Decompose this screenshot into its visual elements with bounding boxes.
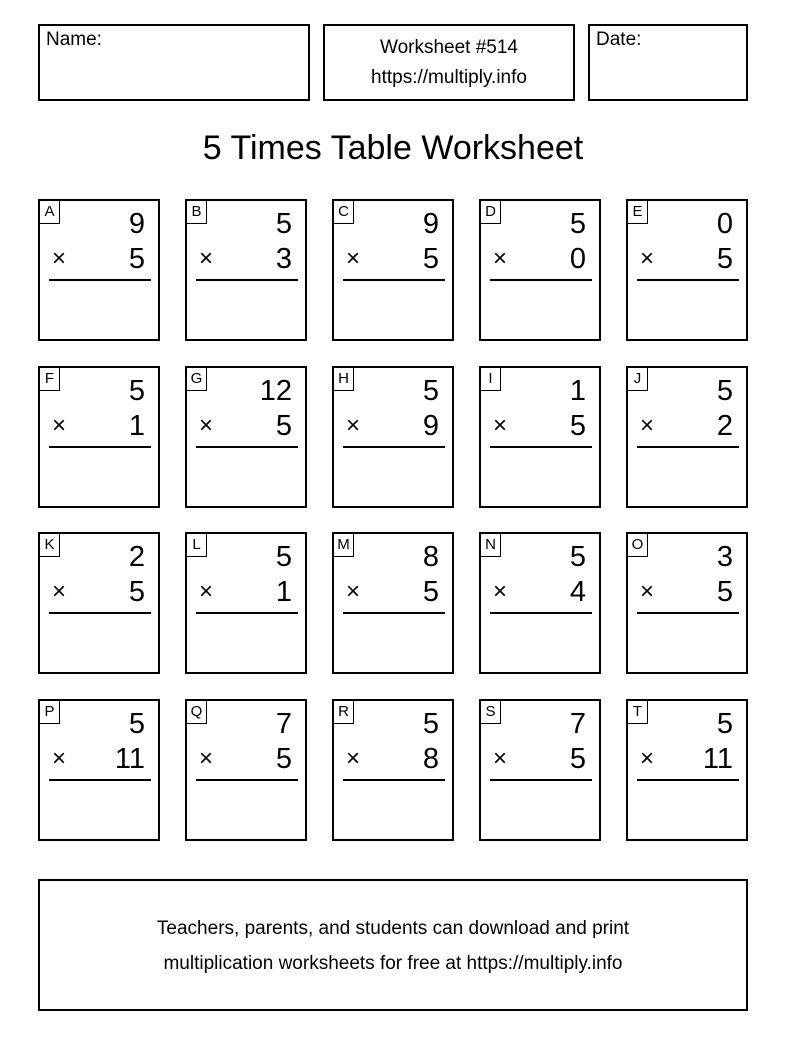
problem-bottom-number: 1 [128, 410, 145, 442]
answer-line [49, 279, 151, 281]
problem-top-number: 8 [422, 541, 439, 573]
problem-letter: A [40, 201, 60, 224]
answer-line [490, 446, 592, 448]
problem-bottom-number: 5 [716, 243, 733, 275]
problem-bottom-number: 5 [128, 243, 145, 275]
problem-letter: L [187, 534, 207, 557]
footer-box [38, 879, 748, 1011]
problem-bottom-number: 5 [716, 576, 733, 608]
multiply-sign: × [346, 245, 361, 272]
problem-top-number: 7 [275, 708, 292, 740]
problem-top-number: 5 [275, 541, 292, 573]
answer-line [343, 779, 445, 781]
answer-line [637, 446, 739, 448]
multiply-sign: × [493, 745, 508, 772]
problem-bottom-number: 4 [569, 576, 586, 608]
problem-letter: K [40, 534, 60, 557]
answer-line [196, 612, 298, 614]
date-field-box [588, 24, 748, 101]
answer-line [490, 779, 592, 781]
problem-card [38, 532, 160, 674]
problem-bottom-number: 5 [422, 243, 439, 275]
problem-letter: B [187, 201, 207, 224]
answer-line [343, 446, 445, 448]
problem-letter: C [334, 201, 354, 224]
multiply-sign: × [493, 412, 508, 439]
answer-line [637, 279, 739, 281]
problem-top-number: 12 [259, 375, 292, 407]
problem-card [626, 532, 748, 674]
answer-line [490, 612, 592, 614]
problem-letter: P [40, 701, 60, 724]
problem-top-number: 5 [422, 375, 439, 407]
multiply-sign: × [199, 245, 214, 272]
problem-letter: M [334, 534, 354, 557]
problem-bottom-number: 8 [422, 743, 439, 775]
problem-bottom-number: 9 [422, 410, 439, 442]
problem-top-number: 9 [128, 208, 145, 240]
multiply-sign: × [199, 578, 214, 605]
multiply-sign: × [52, 245, 67, 272]
problem-top-number: 2 [128, 541, 145, 573]
footer-line-1: Teachers, parents, and students can download and print [156, 918, 630, 939]
problem-top-number: 3 [716, 541, 733, 573]
worksheet-number: Worksheet #514 [379, 37, 518, 58]
problem-card [332, 532, 454, 674]
problem-letter: D [481, 201, 501, 224]
problem-card [479, 532, 601, 674]
worksheet-url: https://multiply.info [371, 67, 527, 88]
problem-top-number: 0 [716, 208, 733, 240]
problem-top-number: 5 [569, 208, 586, 240]
problem-letter: F [40, 368, 60, 391]
multiply-sign: × [199, 412, 214, 439]
multiply-sign: × [493, 578, 508, 605]
problem-card [185, 699, 307, 841]
problem-card [185, 366, 307, 508]
multiply-sign: × [199, 745, 214, 772]
problem-letter: Q [187, 701, 207, 724]
multiply-sign: × [52, 578, 67, 605]
problem-letter: T [628, 701, 648, 724]
problem-card [38, 699, 160, 841]
answer-line [196, 279, 298, 281]
page-title: 5 Times Table Worksheet [202, 129, 584, 167]
problem-card [479, 199, 601, 341]
problem-card [626, 199, 748, 341]
problem-bottom-number: 5 [275, 743, 292, 775]
answer-line [196, 779, 298, 781]
problem-bottom-number: 11 [114, 743, 145, 775]
problem-card [185, 199, 307, 341]
footer-line-2: multiplication worksheets for free at https://multiply.info [163, 953, 623, 974]
answer-line [343, 279, 445, 281]
problem-top-number: 5 [422, 708, 439, 740]
problem-card [185, 532, 307, 674]
problem-bottom-number: 5 [569, 410, 586, 442]
multiply-sign: × [346, 412, 361, 439]
problem-top-number: 5 [128, 708, 145, 740]
problem-card [332, 199, 454, 341]
answer-line [637, 779, 739, 781]
problem-card [626, 699, 748, 841]
multiply-sign: × [640, 745, 655, 772]
problem-top-number: 7 [569, 708, 586, 740]
answer-line [343, 612, 445, 614]
problem-card [38, 366, 160, 508]
answer-line [49, 779, 151, 781]
answer-line [637, 612, 739, 614]
multiply-sign: × [640, 245, 655, 272]
problem-letter: H [334, 368, 354, 391]
multiply-sign: × [493, 245, 508, 272]
name-field-box [38, 24, 310, 101]
name-label: Name: [46, 29, 102, 50]
problem-letter: I [481, 368, 501, 391]
multiply-sign: × [346, 578, 361, 605]
problem-card [479, 699, 601, 841]
problem-letter: R [334, 701, 354, 724]
multiply-sign: × [52, 412, 67, 439]
problem-top-number: 5 [716, 708, 733, 740]
problem-bottom-number: 5 [128, 576, 145, 608]
problem-top-number: 5 [128, 375, 145, 407]
problem-top-number: 5 [716, 375, 733, 407]
problem-top-number: 5 [275, 208, 292, 240]
problem-letter: G [187, 368, 207, 391]
answer-line [490, 279, 592, 281]
problem-letter: N [481, 534, 501, 557]
problem-bottom-number: 11 [702, 743, 733, 775]
problem-bottom-number: 5 [569, 743, 586, 775]
multiply-sign: × [640, 412, 655, 439]
multiply-sign: × [346, 745, 361, 772]
multiply-sign: × [52, 745, 67, 772]
problem-bottom-number: 5 [422, 576, 439, 608]
problem-card [332, 366, 454, 508]
problem-top-number: 5 [569, 541, 586, 573]
problem-card [38, 199, 160, 341]
problem-letter: E [628, 201, 648, 224]
problem-card [479, 366, 601, 508]
problem-letter: J [628, 368, 648, 391]
worksheet-info-box [323, 24, 575, 101]
multiply-sign: × [640, 578, 655, 605]
problem-letter: S [481, 701, 501, 724]
problem-letter: O [628, 534, 648, 557]
problem-bottom-number: 1 [275, 576, 292, 608]
answer-line [196, 446, 298, 448]
problem-bottom-number: 3 [275, 243, 292, 275]
problem-top-number: 1 [569, 375, 586, 407]
date-label: Date: [596, 29, 642, 50]
answer-line [49, 446, 151, 448]
problem-card [626, 366, 748, 508]
problem-bottom-number: 0 [569, 243, 586, 275]
answer-line [49, 612, 151, 614]
problem-bottom-number: 2 [716, 410, 733, 442]
problem-top-number: 9 [422, 208, 439, 240]
problem-bottom-number: 5 [275, 410, 292, 442]
problem-card [332, 699, 454, 841]
